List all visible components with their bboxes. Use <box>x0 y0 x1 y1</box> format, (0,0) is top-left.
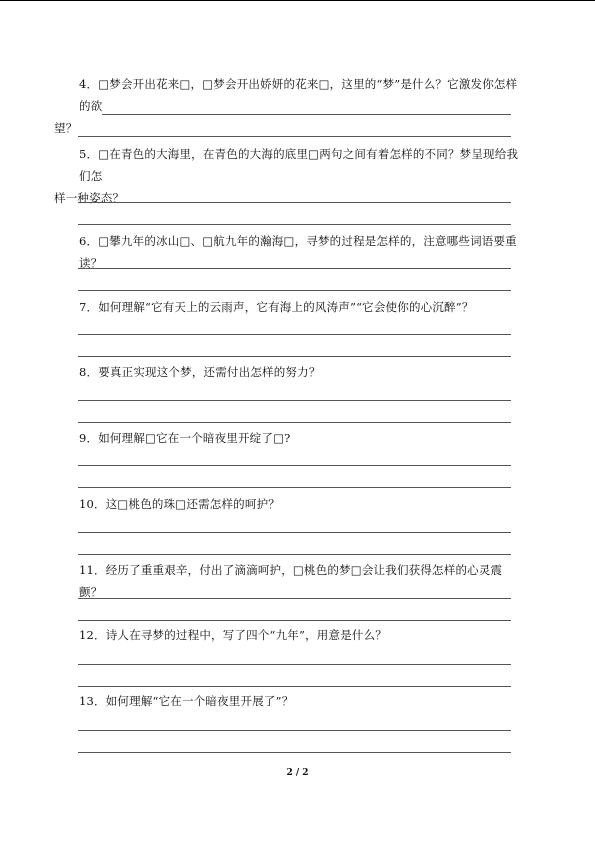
question-4-line1: 4．□梦会开出花来□，□梦会开出娇妍的花来□，这里的“梦”是什么？它激发你怎样的欲 <box>79 77 518 113</box>
answer-line[interactable] <box>78 224 511 225</box>
question-12 <box>79 624 519 646</box>
answer-line[interactable] <box>78 487 511 488</box>
answer-line[interactable] <box>78 465 511 466</box>
question-4 <box>54 73 519 139</box>
question-5-line2: 样一种姿态？ <box>54 191 125 205</box>
answer-line[interactable] <box>78 136 511 137</box>
answer-line[interactable] <box>78 620 511 621</box>
answer-line[interactable] <box>78 664 511 665</box>
question-6-line1: 6．□攀九年的冰山□、□航九年的瀚海□，寻梦的过程是怎样的，注意哪些词语要重读？ <box>79 234 517 270</box>
question-13-line1: 13．如何理解“它在一个暗夜里开展了”？ <box>79 694 294 708</box>
question-13 <box>79 690 519 712</box>
question-8-line1: 8．要真正实现这个梦，还需付出怎样的努力？ <box>79 365 321 379</box>
answer-line[interactable] <box>78 686 511 687</box>
question-10 <box>79 493 519 515</box>
question-12-line1: 12．诗人在寻梦的过程中，写了四个“九年”，用意是什么？ <box>79 628 387 642</box>
question-11 <box>79 559 519 603</box>
answer-line[interactable] <box>78 598 511 599</box>
question-9-line1: 9．如何理解□它在一个暗夜里开绽了□? <box>79 431 291 445</box>
answer-line[interactable] <box>78 752 511 753</box>
answer-line[interactable] <box>78 334 511 335</box>
question-7 <box>79 296 519 318</box>
question-7-line1: 7．如何理解“它有天上的云雨声，它有海上的风涛声”“它会使你的心沉醉”？ <box>79 300 474 314</box>
answer-line[interactable] <box>78 730 511 731</box>
answer-line[interactable] <box>78 268 511 269</box>
question-8 <box>79 361 519 383</box>
answer-line[interactable] <box>78 422 511 423</box>
question-10-line1: 10．这□桃色的珠□还需怎样的呵护？ <box>79 497 280 511</box>
page-number: 2 / 2 <box>286 768 309 778</box>
question-11-line1: 11．经历了重重艰辛，付出了滴滴呵护，□桃色的梦□会让我们获得怎样的心灵震颤？ <box>79 563 503 599</box>
answer-line[interactable] <box>78 400 511 401</box>
answer-line[interactable] <box>78 356 511 357</box>
question-9 <box>79 427 519 449</box>
question-4-line2: 望？ <box>54 121 78 135</box>
question-5 <box>54 143 519 209</box>
answer-line[interactable] <box>78 554 511 555</box>
page-top-border <box>0 0 595 1</box>
answer-line[interactable] <box>102 114 511 115</box>
answer-line[interactable] <box>78 532 511 533</box>
question-5-line1: 5．□在青色的大海里，在青色的大海的底里□两句之间有着怎样的不同？梦呈现给我们怎 <box>79 147 519 183</box>
answer-line[interactable] <box>78 202 511 203</box>
answer-line[interactable] <box>78 290 511 291</box>
